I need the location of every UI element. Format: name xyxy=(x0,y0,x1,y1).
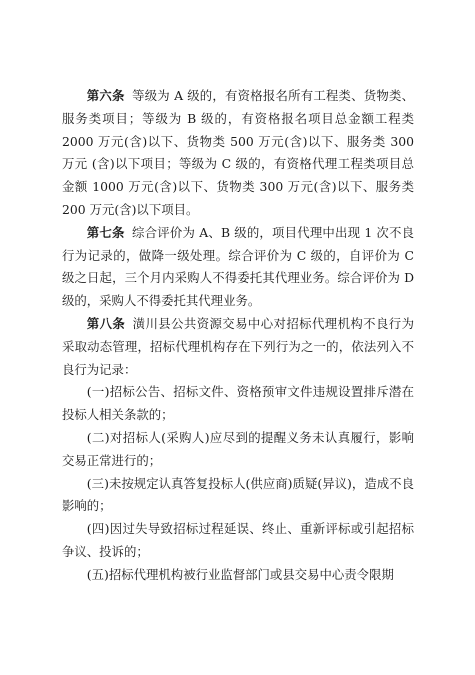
article-8-item-4: (四)因过失导致招标过程延误、终止、重新评标或引起招标争议、投诉的； xyxy=(62,521,414,559)
article-8-item-2: (二)对招标人(采购人)应尽到的提醒义务未认真履行，影响交易正常进行的； xyxy=(62,429,414,468)
article-6-text: 等级为 A 级的，有资格报名所有工程类、货物类、服务类项目；等级为 B 级的，有资格报名项目总金额工程类 2000 万元(含)以下、货物类 500 万元(含)以下、服务类 300 万元 (含)以下项目；等级为 C 级的，有资格代理工程类项目总金额 1000 万元(含)以下、货物类 300 万元(含)以下、服务类 200 万元(含)以下项目。 xyxy=(62,88,415,217)
article-8-label: 第八条 xyxy=(86,315,126,331)
article-8-item-3: (三)未按规定认真答复投标人(供应商)质疑(异议)，造成不良影响的； xyxy=(62,475,414,514)
article-7-text: 综合评价为 A、B 级的，项目代理中出现 1 次不良行为记录的，做降一级处理。综合评价为 C 级的，自评价为 C 级之日起，三个月内采购人不得委托其代理业务。综合评价为 D 级的，采购人不得委托其代理业务。 xyxy=(62,224,414,309)
article-7-label: 第七条 xyxy=(86,224,125,240)
article-8 xyxy=(62,313,414,381)
article-6-label: 第六条 xyxy=(86,88,125,103)
article-8-text: 潢川县公共资源交易中心对招标代理机构不良行为采取动态管理，招标代理机构存在下列行为之一的，依法列入不良行为记录： xyxy=(62,315,414,377)
document-body xyxy=(62,85,414,587)
article-8-item-5: (五)招标代理机构被行业监督部门或县交易中心责令限期 xyxy=(86,566,394,582)
article-7 xyxy=(62,222,414,313)
article-6 xyxy=(62,85,414,222)
article-8-item-1: (一)招标公告、招标文件、资格预审文件违规设置排斥潜在投标人相关条款的； xyxy=(62,384,414,423)
